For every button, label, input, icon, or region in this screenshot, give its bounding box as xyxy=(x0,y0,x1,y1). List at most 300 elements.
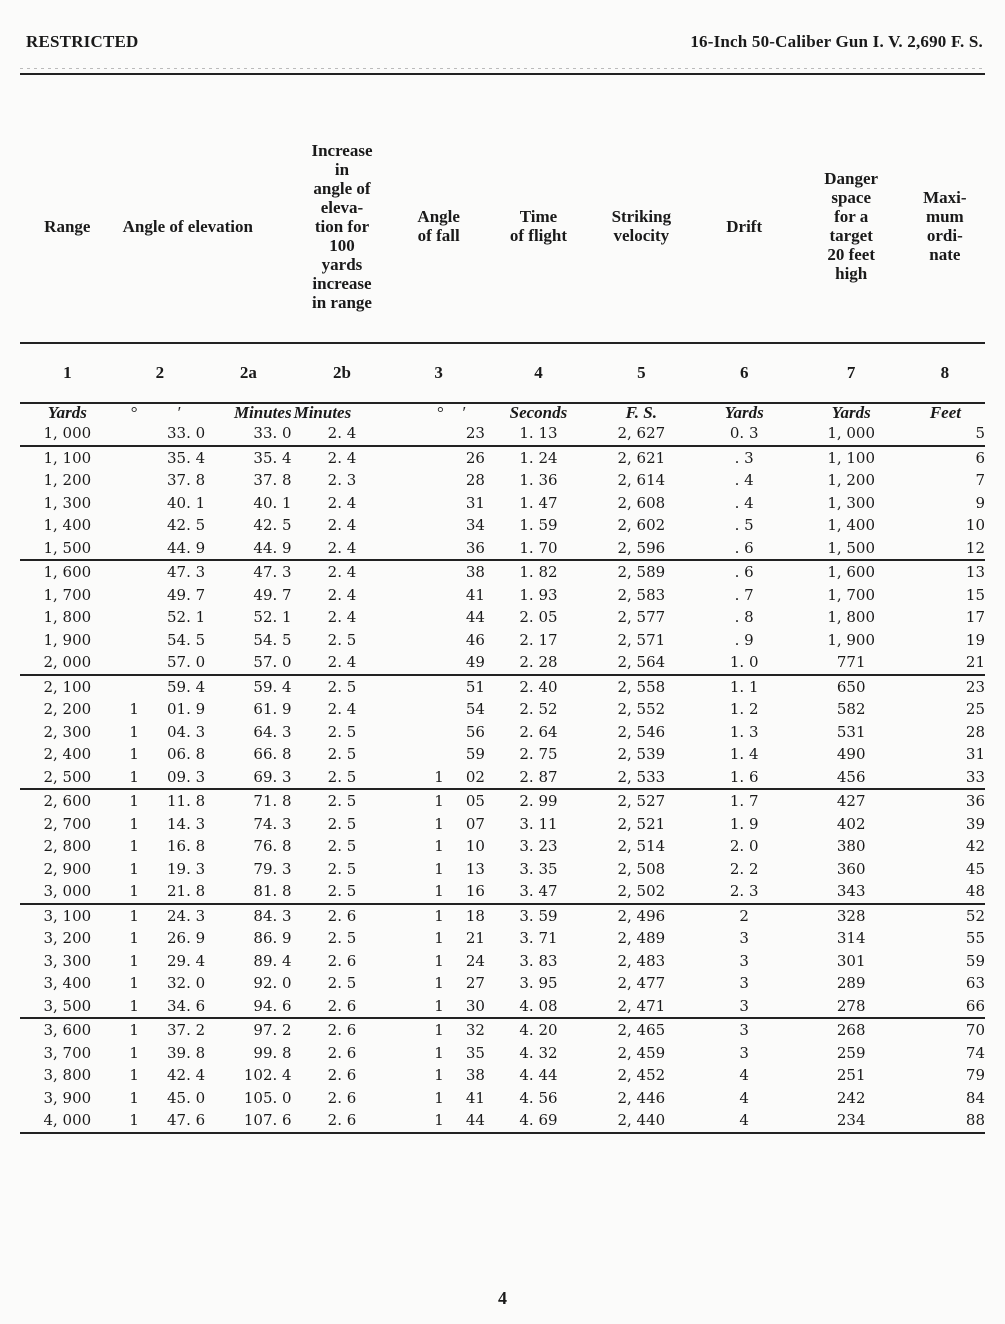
cell-elev-deg: 1 xyxy=(129,700,139,718)
cell-range: 1, 000 xyxy=(43,424,92,442)
cell-fall-deg xyxy=(392,537,443,561)
cell-ordinate: 9 xyxy=(975,493,985,512)
cell-ordinate: 84 xyxy=(965,1088,985,1107)
cell-fall-deg xyxy=(392,675,443,699)
cell-elev-deg: 1 xyxy=(129,974,139,992)
cell-c2a: 97. 2 xyxy=(205,1018,291,1042)
cell-ordinate: 66 xyxy=(965,996,985,1015)
cell-danger: 242 xyxy=(836,1088,866,1107)
cell-fall-deg: 1 xyxy=(434,1066,444,1084)
cell-c2b: 2. 6 xyxy=(327,1088,357,1107)
cell-elev-min: 16. 8 xyxy=(167,837,206,855)
cell-elev-deg: 1 xyxy=(129,1066,139,1084)
cell-ordinate: 33 xyxy=(965,767,985,786)
cell-drift: 1. 7 xyxy=(691,789,798,813)
cell-elev-deg xyxy=(115,651,154,675)
cell-fall-deg: 1 xyxy=(392,904,443,928)
cell-c2a: 52. 1 xyxy=(253,608,292,626)
cell-ordinate: 7 xyxy=(975,471,985,489)
table-row xyxy=(20,766,985,790)
cell-c2a: 59. 4 xyxy=(205,675,291,699)
cell-fall-min: 44 xyxy=(465,608,485,626)
col-number: 1 xyxy=(20,343,115,403)
unit-label: ′ xyxy=(462,403,467,422)
col-number: 2 xyxy=(115,343,206,403)
cell-drift: 2. 3 xyxy=(729,882,759,900)
cell-range: 3, 400 xyxy=(43,974,92,992)
col-title-elevation: Angle of elevation xyxy=(122,216,253,236)
cell-drift: 3 xyxy=(739,951,749,970)
unit-label: Minutes xyxy=(233,403,292,422)
classification-label: RESTRICTED xyxy=(26,32,139,51)
cell-elev-min: 06. 8 xyxy=(167,745,206,763)
cell-fall-min: 26 xyxy=(444,446,485,470)
cell-c2a: 76. 8 xyxy=(253,837,292,855)
cell-fall-deg: 1 xyxy=(434,929,444,947)
cell-fall-deg xyxy=(392,606,443,629)
cell-velocity: 2, 489 xyxy=(617,929,666,947)
cell-elev-min: 39. 8 xyxy=(167,1043,206,1062)
unit-label: ° xyxy=(437,403,444,422)
cell-ordinate: 88 xyxy=(905,1109,985,1133)
cell-drift: 4 xyxy=(691,1109,798,1133)
col-title-range: Range xyxy=(44,216,91,236)
cell-ordinate: 23 xyxy=(905,675,985,699)
cell-fall-min: 41 xyxy=(465,1088,485,1107)
cell-elev-min: 21. 8 xyxy=(167,882,206,900)
cell-ordinate: 79 xyxy=(965,1066,985,1084)
cell-range: 2, 000 xyxy=(43,653,92,671)
cell-c2b: 2. 4 xyxy=(292,560,393,584)
cell-range: 3, 200 xyxy=(43,929,92,947)
col-number: 2a xyxy=(205,343,291,403)
cell-c2a: 84. 3 xyxy=(205,904,291,928)
cell-elev-min: 42. 4 xyxy=(167,1066,206,1084)
cell-fall-min: 07 xyxy=(465,814,485,833)
cell-ordinate: 13 xyxy=(905,560,985,584)
cell-danger: 1, 000 xyxy=(827,424,876,442)
cell-range: 3, 900 xyxy=(43,1088,92,1107)
cell-velocity: 2, 483 xyxy=(617,951,666,970)
cell-time: 4. 44 xyxy=(519,1066,558,1084)
cell-range: 4, 000 xyxy=(20,1109,115,1133)
cell-elev-deg: 1 xyxy=(129,722,139,741)
cell-danger: 1, 500 xyxy=(827,538,876,557)
cell-elev-deg: 1 xyxy=(129,929,139,947)
page-header xyxy=(26,30,983,56)
cell-elev-deg: 1 xyxy=(129,859,139,878)
cell-elev-deg: 1 xyxy=(115,789,154,813)
cell-fall-deg xyxy=(392,584,443,607)
cell-ordinate: 45 xyxy=(965,859,985,878)
cell-danger: 1, 400 xyxy=(827,516,876,534)
table-row xyxy=(20,789,985,813)
cell-time: 2. 17 xyxy=(519,630,558,649)
cell-velocity: 2, 583 xyxy=(617,585,666,604)
col-number: 5 xyxy=(592,343,691,403)
cell-danger: 380 xyxy=(836,837,866,855)
cell-elev-deg: 1 xyxy=(115,904,154,928)
cell-fall-min: 16 xyxy=(465,882,485,900)
cell-danger: 1, 700 xyxy=(827,585,876,604)
cell-fall-min: 27 xyxy=(465,974,485,992)
cell-c2b: 2. 5 xyxy=(292,675,393,699)
cell-fall-deg: 1 xyxy=(434,974,444,992)
cell-elev-min: 32. 0 xyxy=(167,974,206,992)
cell-drift: 1. 0 xyxy=(729,653,759,671)
column-numbers-row xyxy=(20,343,985,403)
cell-elev-min: 47. 3 xyxy=(154,560,205,584)
cell-c2a: 107. 6 xyxy=(205,1109,291,1133)
cell-range: 1, 100 xyxy=(20,446,115,470)
unit-label: Yards xyxy=(831,403,871,422)
cell-elev-min: 59. 4 xyxy=(154,675,205,699)
cell-fall-deg xyxy=(392,721,443,744)
table-row xyxy=(20,995,985,1019)
cell-fall-deg: 1 xyxy=(434,767,444,786)
cell-fall-deg xyxy=(392,469,443,492)
cell-c2a: 71. 8 xyxy=(205,789,291,813)
cell-danger: 314 xyxy=(836,929,866,947)
cell-velocity: 2, 539 xyxy=(617,745,666,763)
cell-c2b: 2. 5 xyxy=(327,814,357,833)
cell-velocity: 2, 446 xyxy=(617,1088,666,1107)
cell-danger: 1, 100 xyxy=(798,446,905,470)
table-row xyxy=(20,606,985,629)
cell-ordinate: 48 xyxy=(965,882,985,900)
cell-drift: 1. 2 xyxy=(729,700,759,718)
ballistic-table xyxy=(20,110,985,1134)
cell-ordinate: 28 xyxy=(965,722,985,741)
cell-c2b: 2. 6 xyxy=(292,904,393,928)
cell-time: 3. 47 xyxy=(519,882,558,900)
cell-fall-deg: 1 xyxy=(434,951,444,970)
cell-c2a: 54. 5 xyxy=(253,630,292,649)
page-number: 4 xyxy=(498,1288,507,1308)
cell-c2b: 2. 6 xyxy=(327,996,357,1015)
cell-elev-min: 24. 3 xyxy=(154,904,205,928)
table-row xyxy=(20,835,985,858)
cell-danger: 278 xyxy=(836,996,866,1015)
cell-drift: 1. 3 xyxy=(729,722,759,741)
cell-drift: 1. 4 xyxy=(729,745,759,763)
cell-danger: 360 xyxy=(836,859,866,878)
cell-c2a: 69. 3 xyxy=(253,767,292,786)
table-row xyxy=(20,721,985,744)
cell-drift: . 7 xyxy=(734,585,754,604)
cell-elev-deg xyxy=(115,584,154,607)
cell-time: 1. 59 xyxy=(519,516,558,534)
cell-drift: . 9 xyxy=(734,630,754,649)
cell-danger: 301 xyxy=(836,951,866,970)
cell-velocity: 2, 596 xyxy=(617,538,666,557)
col-title-increase: Increase in angle of eleva- tion for 100 yards increase in range xyxy=(311,140,373,312)
cell-time: 1. 24 xyxy=(485,446,592,470)
cell-velocity: 2, 521 xyxy=(617,814,666,833)
cell-danger: 328 xyxy=(798,904,905,928)
cell-elev-deg: 1 xyxy=(129,745,139,763)
cell-drift: . 8 xyxy=(734,608,754,626)
cell-drift: 2. 0 xyxy=(729,837,759,855)
cell-elev-min: 42. 5 xyxy=(167,516,206,534)
cell-range: 1, 600 xyxy=(20,560,115,584)
cell-time: 3. 23 xyxy=(519,837,558,855)
cell-ordinate: 74 xyxy=(965,1043,985,1062)
cell-velocity: 2, 465 xyxy=(592,1018,691,1042)
cell-c2a: 79. 3 xyxy=(253,859,292,878)
cell-danger: 582 xyxy=(836,700,866,718)
cell-fall-min: 36 xyxy=(465,538,485,557)
cell-drift: 3 xyxy=(739,974,749,992)
cell-ordinate: 59 xyxy=(965,951,985,970)
cell-c2b: 2. 5 xyxy=(327,837,357,855)
cell-drift: . 4 xyxy=(734,493,754,512)
cell-fall-deg xyxy=(392,629,443,652)
cell-fall-min: 21 xyxy=(465,929,485,947)
cell-danger: 1, 200 xyxy=(827,471,876,489)
cell-range: 2, 700 xyxy=(43,814,92,833)
cell-c2b: 2. 5 xyxy=(327,767,357,786)
cell-time: 3. 83 xyxy=(519,951,558,970)
cell-velocity: 2, 477 xyxy=(617,974,666,992)
cell-fall-min: 54 xyxy=(465,700,485,718)
cell-c2a: 94. 6 xyxy=(253,996,292,1015)
cell-c2a: 74. 3 xyxy=(253,814,292,833)
cell-elev-deg: 1 xyxy=(115,1109,154,1133)
cell-fall-min: 44 xyxy=(444,1109,485,1133)
cell-fall-min: 10 xyxy=(465,837,485,855)
cell-velocity: 2, 459 xyxy=(617,1043,666,1062)
cell-range: 1, 900 xyxy=(43,630,92,649)
table-row xyxy=(20,904,985,928)
cell-velocity: 2, 571 xyxy=(617,630,666,649)
cell-danger: 456 xyxy=(836,767,866,786)
cell-c2b: 2. 4 xyxy=(327,493,357,512)
cell-ordinate: 6 xyxy=(905,446,985,470)
col-title-velocity: Striking velocity xyxy=(611,207,672,245)
cell-elev-min: 33. 0 xyxy=(167,424,206,442)
cell-elev-deg: 1 xyxy=(129,1043,139,1062)
cell-range: 2, 200 xyxy=(43,700,92,718)
cell-range: 1, 200 xyxy=(43,471,92,489)
cell-fall-deg: 1 xyxy=(434,837,444,855)
cell-c2a: 42. 5 xyxy=(253,516,292,534)
table-row xyxy=(20,880,985,904)
cell-elev-deg xyxy=(115,514,154,537)
unit-label: F. S. xyxy=(625,403,657,422)
cell-range: 1, 700 xyxy=(43,585,92,604)
cell-time: 2. 99 xyxy=(485,789,592,813)
cell-fall-deg: 1 xyxy=(434,814,444,833)
cell-velocity: 2, 552 xyxy=(617,700,666,718)
unit-label: ′ xyxy=(177,403,182,422)
cell-drift: 3 xyxy=(691,1018,798,1042)
units-row xyxy=(20,403,985,422)
cell-time: 1. 82 xyxy=(485,560,592,584)
cell-c2b: 2. 4 xyxy=(327,653,357,671)
cell-c2b: 2. 5 xyxy=(327,745,357,763)
table-row xyxy=(20,743,985,766)
cell-elev-deg: 1 xyxy=(115,1018,154,1042)
cell-fall-min: 38 xyxy=(465,1066,485,1084)
cell-time: 1. 93 xyxy=(519,585,558,604)
cell-drift: 0. 3 xyxy=(729,424,759,442)
col-number: 7 xyxy=(798,343,905,403)
cell-elev-deg: 1 xyxy=(129,767,139,786)
cell-fall-min: 41 xyxy=(465,585,485,604)
cell-fall-min: 23 xyxy=(465,424,485,442)
cell-velocity: 2, 621 xyxy=(592,446,691,470)
cell-drift: 4 xyxy=(739,1088,749,1107)
cell-fall-deg xyxy=(392,514,443,537)
cell-velocity: 2, 614 xyxy=(617,471,666,489)
cell-fall-min: 30 xyxy=(465,996,485,1015)
cell-time: 3. 59 xyxy=(485,904,592,928)
cell-time: 3. 11 xyxy=(519,814,558,833)
cell-danger: 1, 800 xyxy=(827,608,876,626)
cell-velocity: 2, 627 xyxy=(617,424,666,442)
cell-range: 1, 500 xyxy=(43,538,92,557)
cell-time: 2. 40 xyxy=(485,675,592,699)
cell-range: 2, 800 xyxy=(43,837,92,855)
cell-elev-min: 54. 5 xyxy=(167,630,206,649)
cell-fall-min: 05 xyxy=(444,789,485,813)
cell-range: 2, 300 xyxy=(43,722,92,741)
cell-ordinate: 12 xyxy=(965,538,985,557)
cell-danger: 531 xyxy=(836,722,866,741)
cell-velocity: 2, 440 xyxy=(592,1109,691,1133)
cell-c2a: 89. 4 xyxy=(253,951,292,970)
cell-c2a: 57. 0 xyxy=(253,653,292,671)
cell-c2b: 2. 4 xyxy=(327,585,357,604)
cell-drift: . 3 xyxy=(691,446,798,470)
cell-c2b: 2. 5 xyxy=(327,974,357,992)
cell-range: 2, 100 xyxy=(20,675,115,699)
cell-fall-min: 34 xyxy=(465,516,485,534)
cell-ordinate: 31 xyxy=(965,745,985,763)
cell-c2b: 2. 6 xyxy=(292,1109,393,1133)
col-title-fall: Angle of fall xyxy=(417,207,460,245)
cell-fall-deg: 1 xyxy=(434,882,444,900)
col-number: 2b xyxy=(292,343,393,403)
cell-fall-deg xyxy=(392,446,443,470)
cell-elev-min: 52. 1 xyxy=(167,608,206,626)
table-row xyxy=(20,1087,985,1110)
cell-fall-min: 49 xyxy=(465,653,485,671)
cell-ordinate: 10 xyxy=(965,516,985,534)
cell-ordinate: 70 xyxy=(905,1018,985,1042)
cell-velocity: 2, 508 xyxy=(617,859,666,878)
cell-ordinate: 52 xyxy=(905,904,985,928)
cell-range: 1, 400 xyxy=(43,516,92,534)
cell-danger: 1, 600 xyxy=(798,560,905,584)
cell-ordinate: 36 xyxy=(905,789,985,813)
cell-time: 4. 32 xyxy=(519,1043,558,1062)
cell-drift: 1. 6 xyxy=(729,767,759,786)
cell-time: 1. 13 xyxy=(519,424,558,442)
cell-elev-deg: 1 xyxy=(129,951,139,970)
cell-c2b: 2. 4 xyxy=(327,700,357,718)
cell-time: 4. 69 xyxy=(485,1109,592,1133)
table-row xyxy=(20,446,985,470)
cell-c2b: 2. 4 xyxy=(327,424,357,442)
cell-c2b: 2. 4 xyxy=(327,516,357,534)
cell-elev-deg xyxy=(115,537,154,561)
cell-c2a: 47. 3 xyxy=(205,560,291,584)
cell-fall-deg xyxy=(392,422,443,446)
cell-drift: 1. 1 xyxy=(691,675,798,699)
cell-velocity: 2, 602 xyxy=(617,516,666,534)
table-row xyxy=(20,469,985,492)
cell-elev-min: 44. 9 xyxy=(167,538,206,557)
cell-danger: 268 xyxy=(798,1018,905,1042)
cell-c2a: 35. 4 xyxy=(205,446,291,470)
table-row xyxy=(20,422,985,446)
cell-elev-min: 04. 3 xyxy=(167,722,206,741)
cell-c2b: 2. 6 xyxy=(327,1043,357,1062)
column-titles-row xyxy=(20,110,985,343)
cell-elev-min: 37. 8 xyxy=(167,471,206,489)
cell-fall-deg: 1 xyxy=(392,1109,443,1133)
table-row xyxy=(20,675,985,699)
cell-time: 1. 70 xyxy=(519,538,558,557)
cell-elev-min: 49. 7 xyxy=(167,585,206,604)
table-row xyxy=(20,950,985,973)
cell-ordinate: 17 xyxy=(965,608,985,626)
cell-c2b: 2. 5 xyxy=(327,882,357,900)
cell-c2b: 2. 5 xyxy=(292,789,393,813)
cell-danger: 289 xyxy=(836,974,866,992)
cell-danger: 650 xyxy=(798,675,905,699)
cell-elev-deg xyxy=(115,469,154,492)
table-row xyxy=(20,629,985,652)
table-row xyxy=(20,927,985,950)
table-body xyxy=(20,422,985,1133)
cell-danger: 427 xyxy=(798,789,905,813)
cell-ordinate: 5 xyxy=(975,424,985,442)
cell-c2b: 2. 5 xyxy=(327,722,357,741)
cell-velocity: 2, 527 xyxy=(592,789,691,813)
cell-elev-min: 45. 0 xyxy=(167,1088,206,1107)
cell-velocity: 2, 471 xyxy=(617,996,666,1015)
cell-range: 3, 500 xyxy=(43,996,92,1015)
cell-fall-deg: 1 xyxy=(392,1018,443,1042)
cell-elev-deg: 1 xyxy=(129,996,139,1015)
cell-fall-deg xyxy=(392,651,443,675)
cell-drift: . 6 xyxy=(691,560,798,584)
table-row xyxy=(20,514,985,537)
col-title-danger: Danger space for a target 20 feet high xyxy=(824,169,879,283)
cell-c2b: 2. 4 xyxy=(292,446,393,470)
cell-range: 1, 300 xyxy=(43,493,92,512)
cell-fall-deg xyxy=(392,743,443,766)
cell-fall-deg xyxy=(392,698,443,721)
cell-elev-min: 34. 6 xyxy=(167,996,206,1015)
cell-drift: 3 xyxy=(739,929,749,947)
cell-fall-deg xyxy=(392,560,443,584)
cell-fall-min: 38 xyxy=(444,560,485,584)
cell-fall-deg: 1 xyxy=(434,996,444,1015)
cell-ordinate: 39 xyxy=(965,814,985,833)
table-row xyxy=(20,1018,985,1042)
cell-range: 2, 400 xyxy=(43,745,92,763)
unit-label: Yards xyxy=(47,403,87,422)
cell-time: 4. 08 xyxy=(519,996,558,1015)
cell-c2a: 33. 0 xyxy=(253,424,292,442)
cell-ordinate: 63 xyxy=(965,974,985,992)
cell-drift: 2 xyxy=(691,904,798,928)
cell-time: 3. 71 xyxy=(519,929,558,947)
